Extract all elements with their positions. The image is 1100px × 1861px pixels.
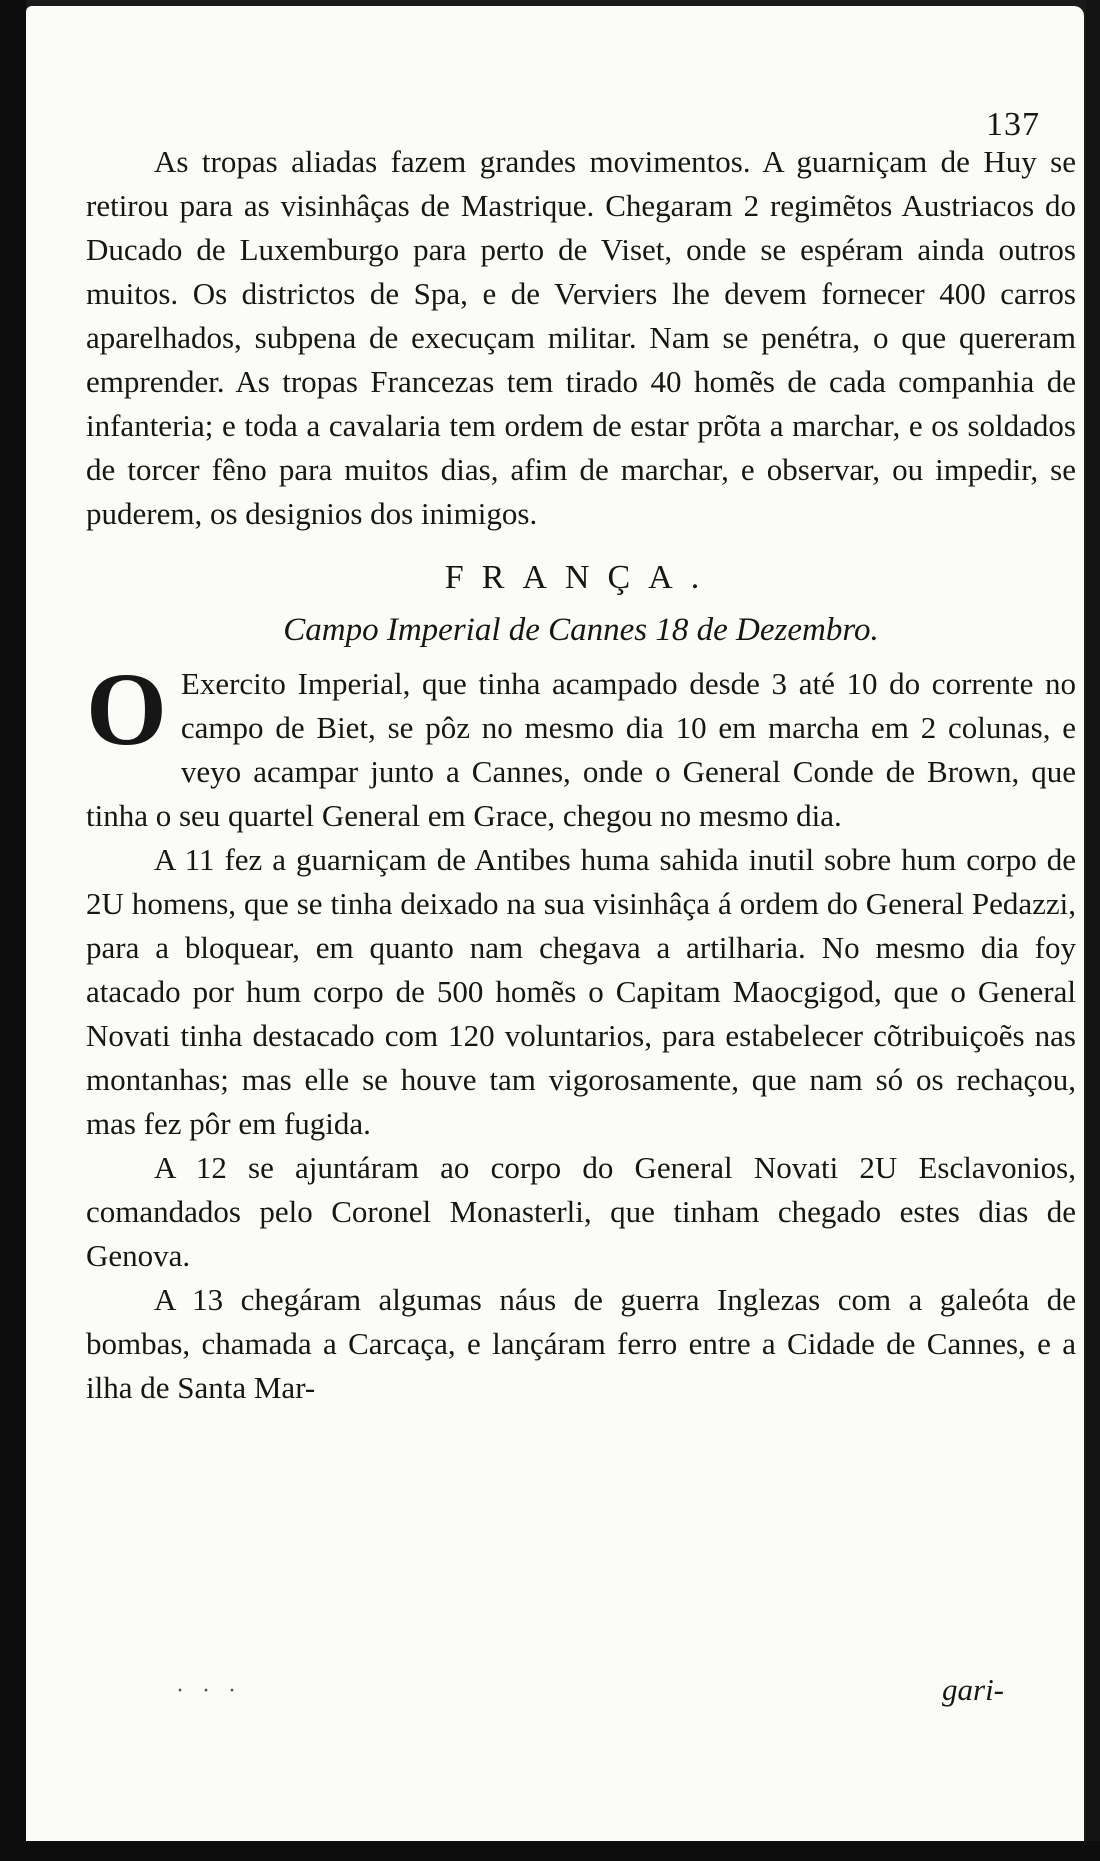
paragraph-imperial-army: [86, 652, 1076, 838]
scan-bottom-edge: [0, 1841, 1100, 1861]
paragraph-esclavonios: A 12 se ajuntáram ao corpo do General Novati 2U Esclavonios, comandados pelo Coronel Monasterli, que tinham chegado estes dias de Genova.: [86, 1150, 1076, 1273]
paragraph-antibes-sortie: A 11 fez a guarniçam de Antibes huma sahida inutil sobre hum corpo de 2U homens, que se tinha deixado na sua visinhâça á ordem do General Pedazzi, para a bloquear, em quanto nam chegava a artilharia. No mesmo dia foy atacado por hum corpo de 500 homẽs o Capitam Maocgigod, que o General Novati tinha destacado com 120 voluntarios, para estabelecer cõtribuiçoẽs nas montanhas; mas elle se houve tam vigorosamente, que nam só os rechaçou, mas fez pôr em fugida.: [86, 842, 1076, 1141]
scan-right-edge: [1086, 0, 1100, 1861]
page-number: 137: [986, 106, 1040, 143]
scan-left-edge: [0, 0, 26, 1861]
catchword: gari-: [942, 1672, 1004, 1707]
drop-cap: O: [86, 652, 167, 767]
paragraph-troop-movements: As tropas aliadas fazem grandes movimentos. A guarniçam de Huy se retirou para as visinhâças de Mastrique. Chegaram 2 regimẽtos Austriacos do Ducado de Luxemburgo para perto de Viset, onde se espéram ainda outros muitos. Os districtos de Spa, e de Verviers lhe devem fornecer 400 carros aparelhados, subpena de execuçam militar. Nam se penétra, o que quereram emprender. As tropas Francezas tem tirado 40 homẽs de cada companhia de infanteria; e toda a cavalaria tem ordem de estar prõta a marchar, e os soldados de torcer fêno para muitos dias, afim de marchar, e observar, ou impedir, se puderem, os designios dos inimigos.: [86, 144, 1076, 531]
ink-smudge: · · ·: [176, 1678, 242, 1704]
dateline: Campo Imperial de Cannes 18 de Dezembro.: [283, 612, 879, 648]
document-page: [26, 6, 1084, 1842]
paragraph-english-ships: A 13 chegáram algumas náus de guerra Inglezas com a galeóta de bombas, chamada a Carcaça, e lançáram ferro entre a Cidade de Cannes, e a ilha de Santa Mar-: [86, 1282, 1076, 1405]
paragraph-imperial-army-text: Exercito Imperial, que tinha acampado desde 3 até 10 do corrente no campo de Biet, se pôz no mesmo dia 10 em marcha em 2 colunas, e veyo acampar junto a Cannes, onde o General Conde de Brown, que tinha o seu quartel General em Grace, chegou no mesmo dia.: [86, 666, 1076, 833]
body-text: [86, 140, 1076, 1410]
section-heading-franca: FRANÇA.: [444, 559, 718, 596]
